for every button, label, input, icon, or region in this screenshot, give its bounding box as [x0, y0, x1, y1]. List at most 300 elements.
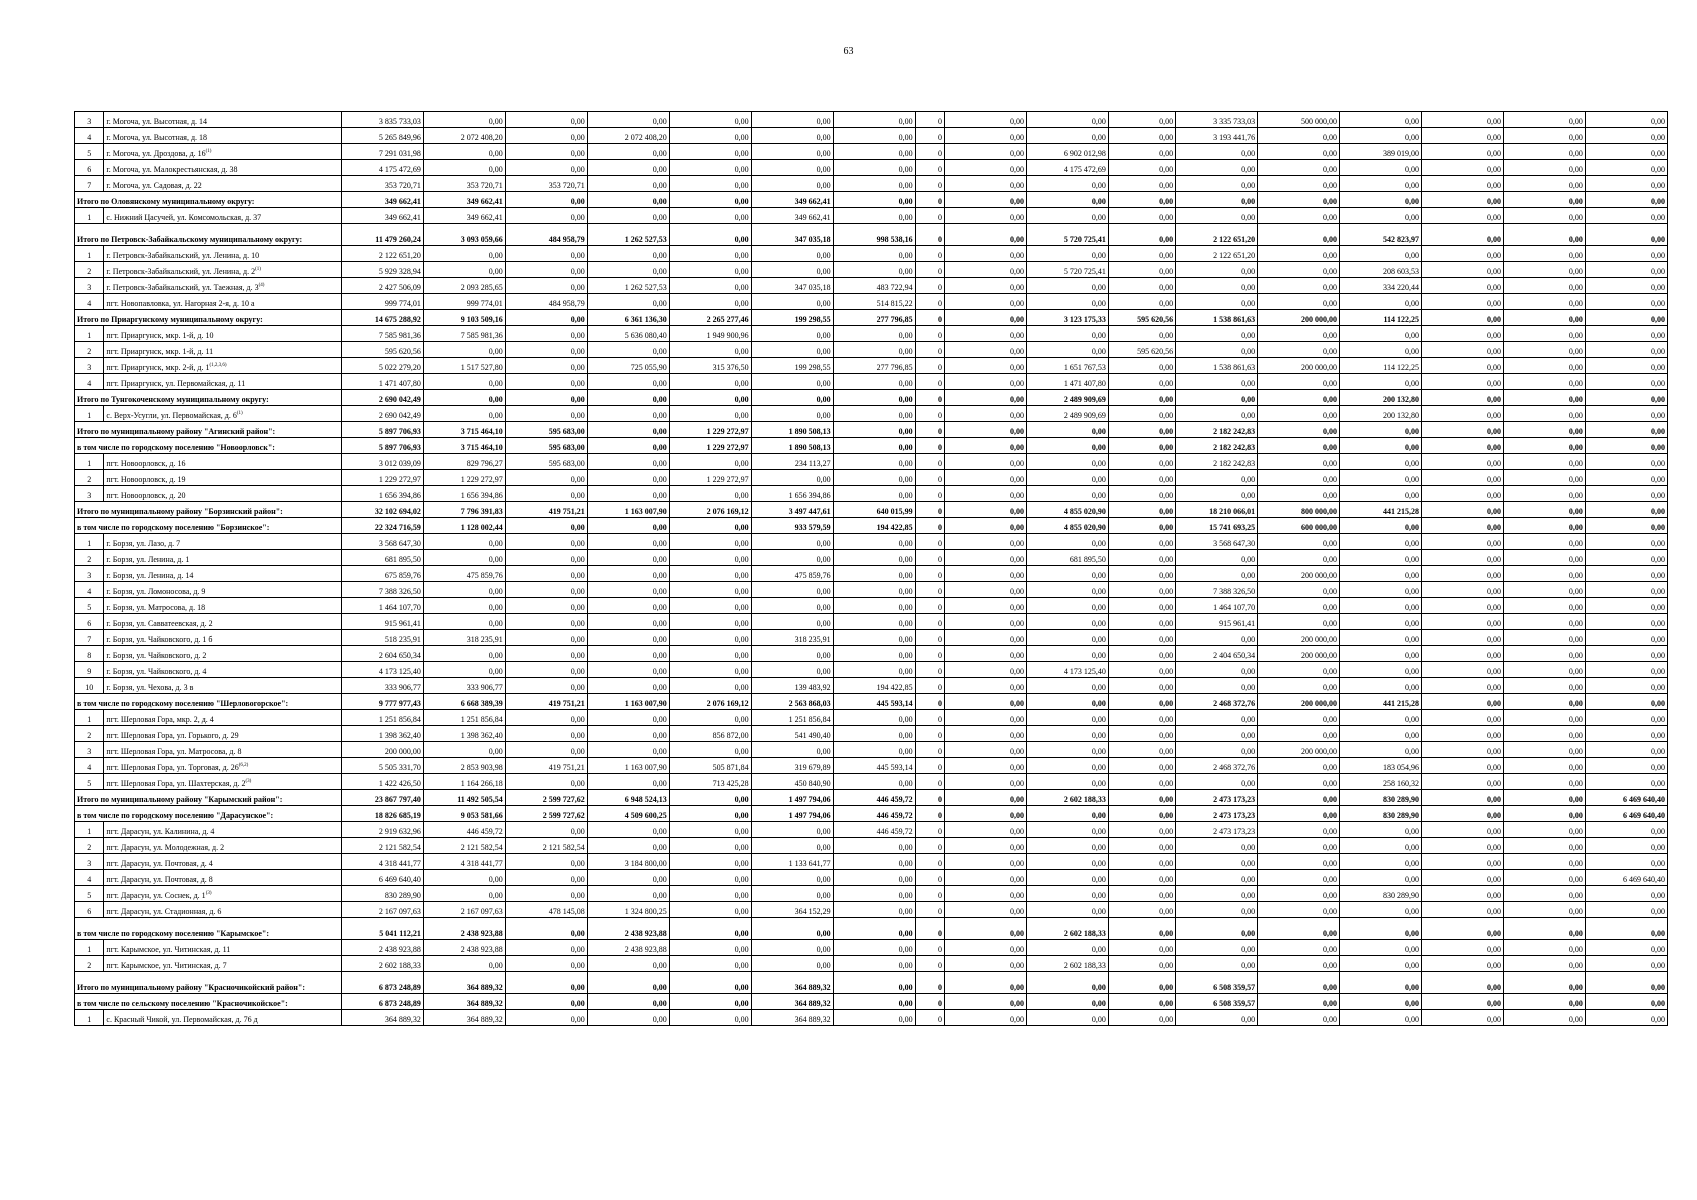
value-cell: 2 602 188,33	[1026, 956, 1108, 972]
value-cell: 0,00	[1258, 598, 1340, 614]
value-cell: 0,00	[1340, 192, 1422, 208]
value-cell: 0,00	[1340, 208, 1422, 224]
value-cell: 484 958,79	[505, 294, 587, 310]
table-row	[75, 582, 1668, 598]
value-cell: 0,00	[505, 956, 587, 972]
value-cell: 1 262 527,53	[587, 278, 669, 294]
value-cell: 0,00	[751, 534, 833, 550]
row-number: 2	[75, 470, 104, 486]
address-text: пгт. Дарасун, ул. Почтовая, д. 4	[106, 859, 213, 868]
value-cell: 3 123 175,33	[1026, 310, 1108, 326]
value-cell: 0,00	[944, 454, 1026, 470]
value-cell: 0,00	[669, 144, 751, 160]
value-cell: 0,00	[1108, 192, 1175, 208]
value-cell: 0,00	[1503, 726, 1585, 742]
value-cell: 0,00	[1503, 310, 1585, 326]
value-cell: 0,00	[1503, 566, 1585, 582]
value-cell: 0	[915, 994, 944, 1010]
value-cell: 0,00	[1340, 486, 1422, 502]
value-cell: 199 298,55	[751, 310, 833, 326]
value-cell: 0,00	[833, 854, 915, 870]
value-cell: 0,00	[1422, 454, 1504, 470]
address-cell	[104, 646, 341, 662]
value-cell: 0,00	[1258, 438, 1340, 454]
value-cell: 0,00	[1108, 550, 1175, 566]
value-cell: 2 427 506,09	[341, 278, 423, 294]
row-number: 6	[75, 902, 104, 918]
value-cell: 3 568 647,30	[1176, 534, 1258, 550]
value-cell: 1 651 767,53	[1026, 358, 1108, 374]
total-label: в том числе по городскому поселению "Карымское":	[75, 918, 342, 940]
table-row	[75, 902, 1668, 918]
value-cell: 0,00	[833, 160, 915, 176]
address-cell	[104, 144, 341, 160]
value-cell: 856 872,00	[669, 726, 751, 742]
value-cell: 389 019,00	[1340, 144, 1422, 160]
value-cell: 0	[915, 326, 944, 342]
value-cell: 419 751,21	[505, 502, 587, 518]
value-cell: 0,00	[1026, 438, 1108, 454]
value-cell: 0,00	[751, 886, 833, 902]
value-cell: 319 679,89	[751, 758, 833, 774]
value-cell: 0	[915, 406, 944, 422]
value-cell: 0,00	[1258, 790, 1340, 806]
value-cell: 0,00	[751, 176, 833, 192]
table-row	[75, 678, 1668, 694]
value-cell: 0,00	[1176, 726, 1258, 742]
value-cell: 0,00	[944, 822, 1026, 838]
value-cell: 0,00	[669, 994, 751, 1010]
value-cell: 15 741 693,25	[1176, 518, 1258, 534]
value-cell: 0,00	[1108, 678, 1175, 694]
value-cell: 0,00	[1026, 742, 1108, 758]
value-cell: 0,00	[1340, 630, 1422, 646]
address-cell	[104, 870, 341, 886]
value-cell: 0,00	[1585, 838, 1667, 854]
value-cell: 0,00	[423, 550, 505, 566]
value-cell: 0,00	[423, 956, 505, 972]
total-row	[75, 518, 1668, 534]
address-text: пгт. Приаргунск, мкр. 1-й, д. 10	[106, 331, 214, 340]
value-cell: 0,00	[1340, 972, 1422, 994]
value-cell: 0,00	[1108, 646, 1175, 662]
value-cell: 0,00	[1585, 160, 1667, 176]
value-cell: 5 265 849,96	[341, 128, 423, 144]
value-cell: 0	[915, 726, 944, 742]
value-cell: 0,00	[669, 208, 751, 224]
value-cell: 32 102 694,02	[341, 502, 423, 518]
value-cell: 0,00	[1585, 710, 1667, 726]
value-cell: 0,00	[833, 870, 915, 886]
table-row	[75, 710, 1668, 726]
value-cell: 0,00	[1422, 294, 1504, 310]
value-cell: 0,00	[1422, 886, 1504, 902]
total-label: в том числе по городскому поселению "Новоорловск":	[75, 438, 342, 454]
table-row	[75, 470, 1668, 486]
value-cell: 5 929 328,94	[341, 262, 423, 278]
value-cell: 0,00	[1340, 374, 1422, 390]
value-cell: 0	[915, 160, 944, 176]
value-cell: 0	[915, 598, 944, 614]
value-cell: 0,00	[1503, 854, 1585, 870]
value-cell: 0,00	[1585, 454, 1667, 470]
value-cell: 0,00	[423, 406, 505, 422]
value-cell: 0	[915, 262, 944, 278]
value-cell: 0,00	[1176, 854, 1258, 870]
value-cell: 2 121 582,54	[423, 838, 505, 854]
value-cell: 2 167 097,63	[341, 902, 423, 918]
total-row	[75, 502, 1668, 518]
value-cell: 0	[915, 972, 944, 994]
total-row	[75, 790, 1668, 806]
value-cell: 0,00	[1340, 662, 1422, 678]
value-cell: 2 122 651,20	[1176, 224, 1258, 246]
row-number: 4	[75, 294, 104, 310]
value-cell: 0,00	[1585, 262, 1667, 278]
value-cell: 0,00	[833, 662, 915, 678]
total-label: Итого по муниципальному району "Красночикойский район":	[75, 972, 342, 994]
value-cell: 0,00	[1108, 710, 1175, 726]
value-cell: 0,00	[669, 1010, 751, 1026]
value-cell: 0,00	[751, 112, 833, 128]
value-cell: 0,00	[1503, 598, 1585, 614]
value-cell: 0,00	[1026, 294, 1108, 310]
value-cell: 0,00	[1422, 694, 1504, 710]
value-cell: 0,00	[1340, 956, 1422, 972]
value-cell: 0	[915, 694, 944, 710]
value-cell: 7 585 981,36	[423, 326, 505, 342]
value-cell: 0,00	[587, 886, 669, 902]
value-cell: 595 683,00	[505, 422, 587, 438]
value-cell: 2 076 169,12	[669, 694, 751, 710]
value-cell: 3 568 647,30	[341, 534, 423, 550]
value-cell: 0	[915, 342, 944, 358]
value-cell: 1 324 800,25	[587, 902, 669, 918]
value-cell: 0,00	[587, 422, 669, 438]
value-cell: 0,00	[1503, 630, 1585, 646]
value-cell: 0	[915, 630, 944, 646]
value-cell: 0,00	[1503, 994, 1585, 1010]
value-cell: 0,00	[944, 176, 1026, 192]
value-cell: 0,00	[1176, 262, 1258, 278]
value-cell: 0,00	[1176, 742, 1258, 758]
row-number: 1	[75, 208, 104, 224]
value-cell: 0,00	[505, 678, 587, 694]
value-cell: 0,00	[833, 838, 915, 854]
value-cell: 364 889,32	[751, 1010, 833, 1026]
capital-repair-table	[74, 111, 1668, 1026]
address-text: г. Петровск-Забайкальский, ул. Таежная, д. 3	[106, 283, 259, 292]
value-cell: 0	[915, 1010, 944, 1026]
value-cell: 0	[915, 758, 944, 774]
value-cell: 0,00	[751, 870, 833, 886]
value-cell: 0,00	[1503, 790, 1585, 806]
value-cell: 1 538 861,63	[1176, 310, 1258, 326]
total-row	[75, 918, 1668, 940]
value-cell: 0,00	[1422, 128, 1504, 144]
value-cell: 0,00	[587, 726, 669, 742]
total-label: Итого по Петровск-Забайкальскому муниципальному округу:	[75, 224, 342, 246]
address-cell	[104, 278, 341, 294]
address-text: пгт. Новоорловск, д. 20	[106, 491, 186, 500]
table-row	[75, 550, 1668, 566]
value-cell: 0,00	[587, 710, 669, 726]
value-cell: 0,00	[1585, 678, 1667, 694]
value-cell: 0,00	[1108, 262, 1175, 278]
value-cell: 0,00	[505, 870, 587, 886]
value-cell: 7 291 031,98	[341, 144, 423, 160]
value-cell: 194 422,85	[833, 678, 915, 694]
value-cell: 6 469 640,40	[1585, 870, 1667, 886]
value-cell: 0,00	[833, 994, 915, 1010]
value-cell: 114 122,25	[1340, 358, 1422, 374]
value-cell: 0	[915, 918, 944, 940]
value-cell: 0,00	[1503, 870, 1585, 886]
value-cell: 0,00	[1026, 422, 1108, 438]
value-cell: 595 620,56	[1108, 310, 1175, 326]
value-cell: 0,00	[1108, 160, 1175, 176]
value-cell: 0,00	[1503, 886, 1585, 902]
value-cell: 0,00	[1503, 822, 1585, 838]
value-cell: 0,00	[1422, 854, 1504, 870]
value-cell: 1 229 272,97	[341, 470, 423, 486]
value-cell: 915 961,41	[1176, 614, 1258, 630]
value-cell: 0,00	[587, 598, 669, 614]
value-cell: 0,00	[669, 262, 751, 278]
value-cell: 6 361 136,30	[587, 310, 669, 326]
value-cell: 0,00	[944, 550, 1026, 566]
value-cell: 0,00	[1422, 994, 1504, 1010]
value-cell: 0,00	[1585, 470, 1667, 486]
value-cell: 0	[915, 128, 944, 144]
value-cell: 441 215,28	[1340, 694, 1422, 710]
value-cell: 2 093 285,65	[423, 278, 505, 294]
value-cell: 1 163 007,90	[587, 502, 669, 518]
value-cell: 0,00	[944, 972, 1026, 994]
value-cell: 0,00	[1422, 582, 1504, 598]
value-cell: 6 508 359,57	[1176, 994, 1258, 1010]
value-cell: 4 318 441,77	[341, 854, 423, 870]
value-cell: 0,00	[1026, 838, 1108, 854]
row-number: 1	[75, 534, 104, 550]
value-cell: 0,00	[669, 112, 751, 128]
value-cell: 0,00	[587, 972, 669, 994]
value-cell: 1 656 394,86	[341, 486, 423, 502]
value-cell: 0,00	[505, 886, 587, 902]
value-cell: 0,00	[505, 374, 587, 390]
value-cell: 0,00	[944, 566, 1026, 582]
address-text: пгт. Дарасун, ул. Почтовая, д. 8	[106, 875, 213, 884]
value-cell: 0,00	[1422, 662, 1504, 678]
address-text: г. Борзя, ул. Чехова, д. 3 в	[106, 683, 194, 692]
value-cell: 0,00	[1340, 854, 1422, 870]
value-cell: 0,00	[1176, 192, 1258, 208]
address-cell	[104, 758, 341, 774]
value-cell: 0,00	[1340, 582, 1422, 598]
value-cell: 2 602 188,33	[341, 956, 423, 972]
address-cell	[104, 854, 341, 870]
value-cell: 349 662,41	[423, 208, 505, 224]
value-cell: 500 000,00	[1258, 112, 1340, 128]
value-cell: 0,00	[1108, 1010, 1175, 1026]
value-cell: 9 777 977,43	[341, 694, 423, 710]
value-cell: 0,00	[833, 566, 915, 582]
value-cell: 0,00	[1108, 902, 1175, 918]
value-cell: 0,00	[944, 790, 1026, 806]
value-cell: 0,00	[587, 614, 669, 630]
value-cell: 1 517 527,80	[423, 358, 505, 374]
table-row	[75, 870, 1668, 886]
value-cell: 0,00	[587, 994, 669, 1010]
total-row	[75, 972, 1668, 994]
value-cell: 484 958,79	[505, 224, 587, 246]
row-number: 8	[75, 646, 104, 662]
value-cell: 0,00	[669, 886, 751, 902]
value-cell: 0,00	[1176, 918, 1258, 940]
value-cell: 2 599 727,62	[505, 806, 587, 822]
value-cell: 830 289,90	[1340, 790, 1422, 806]
value-cell: 0,00	[505, 486, 587, 502]
value-cell: 4 318 441,77	[423, 854, 505, 870]
table-row	[75, 262, 1668, 278]
value-cell: 675 859,76	[341, 566, 423, 582]
value-cell: 0,00	[833, 406, 915, 422]
value-cell: 0,00	[944, 614, 1026, 630]
value-cell: 0,00	[669, 646, 751, 662]
value-cell: 0,00	[944, 918, 1026, 940]
value-cell: 0,00	[505, 246, 587, 262]
value-cell: 364 889,32	[423, 994, 505, 1010]
address-text: пгт. Шерловая Гора, ул. Матросова, д. 8	[106, 747, 242, 756]
value-cell: 0,00	[587, 176, 669, 192]
value-cell: 0,00	[669, 806, 751, 822]
address-text: г. Борзя, ул. Чайковского, д. 1 б	[106, 635, 213, 644]
value-cell: 0,00	[1108, 128, 1175, 144]
address-cell	[104, 726, 341, 742]
value-cell: 0,00	[1176, 838, 1258, 854]
value-cell: 1 164 266,18	[423, 774, 505, 790]
value-cell: 0,00	[1026, 646, 1108, 662]
value-cell: 0,00	[505, 822, 587, 838]
value-cell: 1 890 508,13	[751, 422, 833, 438]
value-cell: 349 662,41	[751, 208, 833, 224]
value-cell: 0,00	[1258, 326, 1340, 342]
value-cell: 595 620,56	[1108, 342, 1175, 358]
table-row	[75, 112, 1668, 128]
value-cell: 1 398 362,40	[423, 726, 505, 742]
value-cell: 595 620,56	[341, 342, 423, 358]
value-cell: 3 335 733,03	[1176, 112, 1258, 128]
value-cell: 0,00	[587, 838, 669, 854]
value-cell: 0,00	[423, 582, 505, 598]
value-cell: 0,00	[1422, 598, 1504, 614]
table-body	[75, 112, 1668, 1026]
value-cell: 0,00	[1503, 918, 1585, 940]
value-cell: 0,00	[833, 534, 915, 550]
value-cell: 200 000,00	[1258, 310, 1340, 326]
value-cell: 0,00	[587, 956, 669, 972]
value-cell: 0,00	[1422, 774, 1504, 790]
address-text: пгт. Новоорловск, д. 19	[106, 475, 186, 484]
table-row	[75, 534, 1668, 550]
value-cell: 0,00	[1422, 742, 1504, 758]
value-cell: 0,00	[833, 208, 915, 224]
value-cell: 2 602 188,33	[1026, 918, 1108, 940]
value-cell: 0,00	[1585, 208, 1667, 224]
value-cell: 0,00	[423, 886, 505, 902]
value-cell: 0,00	[1258, 422, 1340, 438]
value-cell: 0,00	[1340, 342, 1422, 358]
row-number: 2	[75, 838, 104, 854]
value-cell: 0,00	[1340, 822, 1422, 838]
value-cell: 1 464 107,70	[1176, 598, 1258, 614]
value-cell: 0,00	[587, 486, 669, 502]
value-cell: 0,00	[1422, 1010, 1504, 1026]
value-cell: 0,00	[505, 742, 587, 758]
value-cell: 0,00	[587, 262, 669, 278]
address-text: пгт. Шерловая Гора, ул. Горького, д. 29	[106, 731, 239, 740]
address-cell	[104, 550, 341, 566]
address-cell	[104, 1010, 341, 1026]
table-row	[75, 358, 1668, 374]
value-cell: 0,00	[1585, 486, 1667, 502]
total-label: Итого по Приаргунскому муниципальному округу:	[75, 310, 342, 326]
address-cell	[104, 160, 341, 176]
value-cell: 5 720 725,41	[1026, 224, 1108, 246]
value-cell: 22 324 716,59	[341, 518, 423, 534]
table-row	[75, 940, 1668, 956]
value-cell: 200 132,80	[1340, 390, 1422, 406]
value-cell: 0,00	[1585, 662, 1667, 678]
footnote-mark: (3)	[205, 891, 212, 896]
value-cell: 0,00	[587, 342, 669, 358]
value-cell: 0,00	[505, 358, 587, 374]
row-number: 10	[75, 678, 104, 694]
value-cell: 600 000,00	[1258, 518, 1340, 534]
value-cell: 0,00	[944, 854, 1026, 870]
value-cell: 0,00	[1585, 742, 1667, 758]
value-cell: 0,00	[1422, 822, 1504, 838]
footnote-mark: (6,2)	[238, 763, 249, 768]
value-cell: 4 855 020,90	[1026, 502, 1108, 518]
value-cell: 0,00	[1108, 390, 1175, 406]
value-cell: 1 133 641,77	[751, 854, 833, 870]
value-cell: 0,00	[1026, 326, 1108, 342]
value-cell: 0,00	[1585, 112, 1667, 128]
value-cell: 0,00	[944, 390, 1026, 406]
value-cell: 1 229 272,97	[669, 470, 751, 486]
value-cell: 0,00	[1585, 614, 1667, 630]
value-cell: 0,00	[505, 918, 587, 940]
value-cell: 446 459,72	[833, 806, 915, 822]
value-cell: 0,00	[505, 598, 587, 614]
value-cell: 0,00	[505, 342, 587, 358]
total-row	[75, 994, 1668, 1010]
value-cell: 200 000,00	[1258, 742, 1340, 758]
value-cell: 0,00	[1108, 918, 1175, 940]
row-number: 1	[75, 406, 104, 422]
value-cell: 0,00	[833, 630, 915, 646]
value-cell: 0,00	[505, 112, 587, 128]
value-cell: 0,00	[1503, 678, 1585, 694]
value-cell: 0,00	[1422, 390, 1504, 406]
value-cell: 0,00	[587, 662, 669, 678]
address-cell	[104, 246, 341, 262]
value-cell: 333 906,77	[423, 678, 505, 694]
address-text: пгт. Дарасун, ул. Соснек, д. 1	[106, 891, 206, 900]
value-cell: 0,00	[1108, 806, 1175, 822]
row-number: 1	[75, 246, 104, 262]
